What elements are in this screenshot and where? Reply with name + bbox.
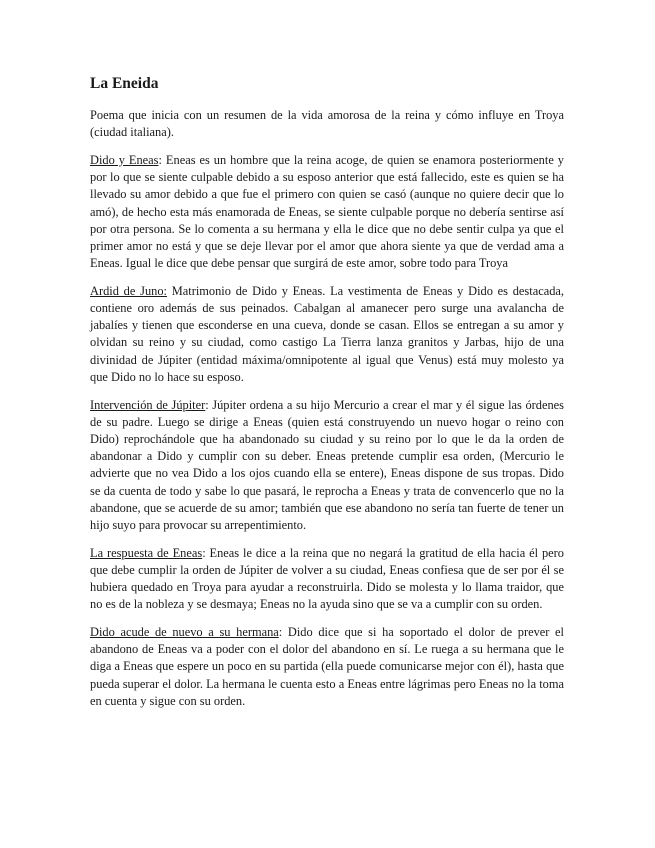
section-heading: La respuesta de Eneas: [90, 545, 203, 560]
document-title: La Eneida: [90, 75, 159, 92]
section-text: Matrimonio de Dido y Eneas. La vestimenta de Eneas y Dido es destacada, contiene oro además de sus peinados. Cabalgan al amanecer pero surge una avalancha de jabalíes y tienen que esconderse en una cueva, donde se casan. Ellos se entregan a su amor y olvidan su reino y su ciudad, como castigo La Tierra lanza granitos y Jarbas, hijo de una divinidad de Júpiter (entidad máxima/omnipotente al igual que Venus) está muy molesto ya que Dido no lo hace su esposo.: [90, 283, 564, 384]
section-text: : Dido dice que si ha soportado el dolor de prever el abandono de Eneas va a poder con el dolor del abandono en sí. Le ruega a su hermana que le diga a Eneas que espere un poco en su partida (ella puede comunicarse mejor con él), hasta que pueda superar el dolor. La hermana le cuenta esto a Eneas entre lágrimas pero Eneas no la toma en cuenta y sigue con su orden.: [90, 624, 564, 708]
section-ardid-de-juno: [90, 283, 564, 386]
section-text: : Eneas es un hombre que la reina acoge, de quien se enamora posteriormente y por lo que se siente culpable debido a su esposo anterior que está fallecido, este es quien se ha llevado su amor debido a que fue el primero con quien se casó (aunque no quiere decir que lo amó), de hecho esta más enamorada de Eneas, se siente culpable porque no debería sentirse así por otra persona. Se lo comenta a su hermana y ella le dice que no debe sentir culpa ya que el primer amor no está y que se deje llevar por el amor que ahora siente ya que de verdad ama a Eneas. Igual le dice que debe pensar que surgirá de este amor, sobre todo para Troya: [90, 152, 564, 271]
section-text: : Eneas le dice a la reina que no negará la gratitud de ella hacia él pero que debe cumplir la orden de Júpiter de volver a su ciudad, Eneas confiesa que de ser por él se hubiera quedado en Troya para ayudar a reconstruirla. Dido se molesta y lo llama traidor, que no es de la nobleza y se desmaya; Eneas no la ayuda sino que se va a cumplir con su orden.: [90, 545, 564, 612]
document-page: [90, 74, 564, 721]
section-dido-acude-hermana: [90, 624, 564, 710]
section-intervencion-de-jupiter: [90, 397, 564, 535]
section-dido-y-eneas: [90, 152, 564, 272]
section-heading: Dido y Eneas: [90, 152, 159, 167]
intro-paragraph: Poema que inicia con un resumen de la vida amorosa de la reina y cómo influye en Troya (ciudad italiana).: [90, 108, 564, 140]
section-respuesta-de-eneas: [90, 545, 564, 614]
section-heading: Dido acude de nuevo a su hermana: [90, 624, 279, 639]
section-text: : Júpiter ordena a su hijo Mercurio a crear el mar y él sigue las órdenes de su padre. Luego se dirige a Eneas (quien está construyendo un nuevo hogar o reino con Dido) reprochándole que ha abandonado su ciudad y su reino por lo que le da la orden de abandonar a Dido y cumplir con su deber. Eneas pretende cumplir esa orden, (Mercurio le advierte que no vea Dido a los ojos cuando ella se entere), Eneas dispone de sus tropas. Dido se da cuenta de todo y sabe lo que pasará, le reprocha a Eneas y trata de convencerlo que no la abandone, que se acuerde de su amor; también que ese abandono no sería tan fuerte de tener un hijo suyo para provocar su arrepentimiento.: [90, 397, 564, 532]
section-heading: Ardid de Juno:: [90, 283, 167, 298]
section-heading: Intervención de Júpiter: [90, 397, 206, 412]
